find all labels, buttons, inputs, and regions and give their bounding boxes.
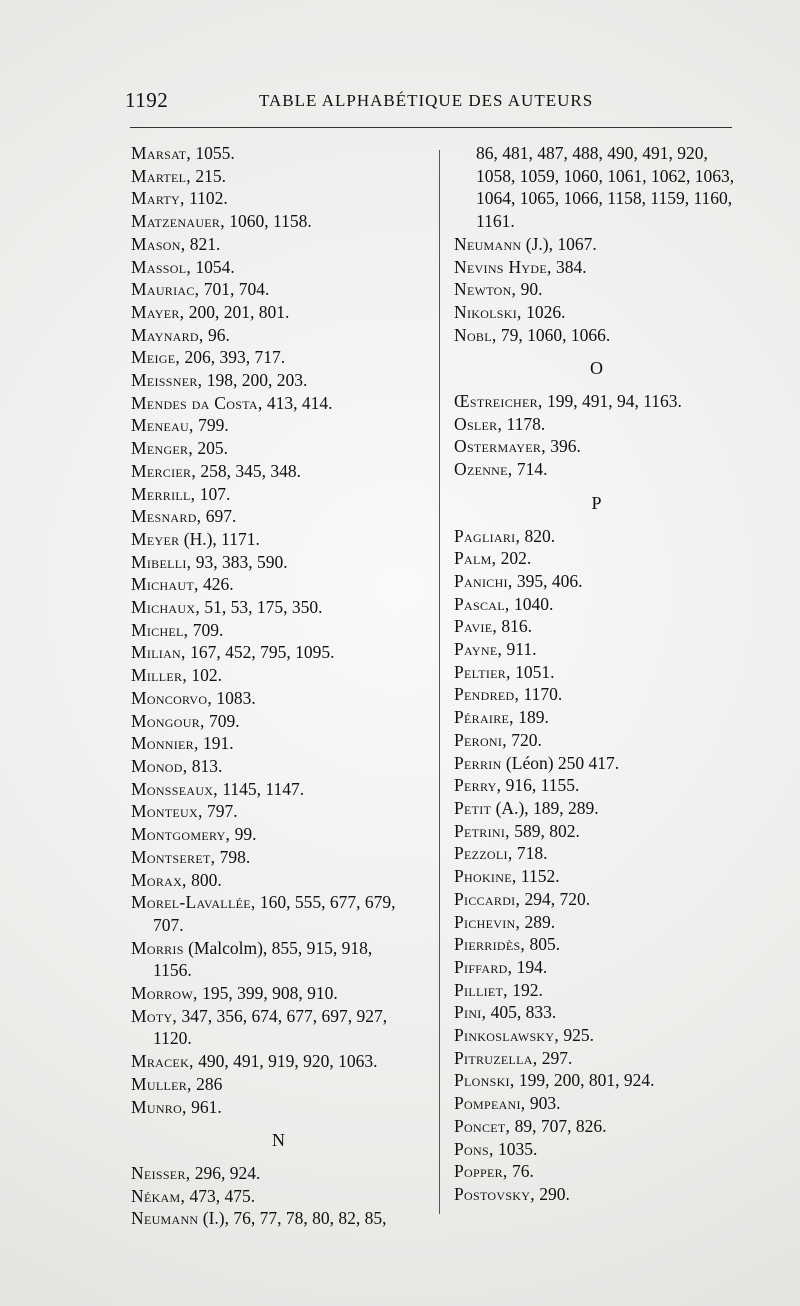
page-references: 1152. bbox=[516, 866, 560, 887]
page-references: 800. bbox=[186, 869, 222, 890]
index-entry bbox=[131, 732, 426, 755]
page-references: 413, 414. bbox=[262, 392, 333, 413]
author-name: Montgomery, bbox=[131, 824, 231, 845]
page-references: 1055. bbox=[191, 143, 235, 163]
index-entry bbox=[131, 641, 426, 664]
page-references: 1058, 1059, 1060, 1061, 1062, 1063, bbox=[476, 165, 735, 186]
author-name: Mongour, bbox=[131, 710, 205, 731]
page-references: 426. bbox=[198, 574, 234, 595]
page-references: 200, 201, 801. bbox=[184, 301, 290, 322]
left-column bbox=[131, 142, 426, 1230]
page-references: 821. bbox=[185, 233, 221, 254]
page-references: (A.), 189, 289. bbox=[491, 797, 599, 818]
index-entry bbox=[454, 458, 739, 481]
index-entry bbox=[454, 142, 739, 165]
index-entry bbox=[454, 256, 739, 279]
index-entry bbox=[131, 619, 426, 642]
running-head: TABLE ALPHABÉTIQUE DES AUTEURS bbox=[259, 91, 594, 110]
index-entry bbox=[131, 596, 426, 619]
author-name: Perry, bbox=[454, 775, 502, 796]
index-entry bbox=[131, 414, 426, 437]
index-entry bbox=[454, 820, 739, 843]
author-name: Pons, bbox=[454, 1138, 494, 1159]
page-references: 1064, 1065, 1066, 1158, 1159, 1160, bbox=[476, 188, 733, 209]
index-entry bbox=[131, 710, 426, 733]
author-name: Pezzoli, bbox=[454, 843, 513, 864]
page-references: 1178. bbox=[502, 413, 546, 434]
author-name: Martel, bbox=[131, 165, 191, 186]
page-references: 820. bbox=[520, 525, 556, 546]
author-name: Maynard, bbox=[131, 324, 204, 345]
index-entry bbox=[131, 392, 426, 415]
index-entry bbox=[454, 933, 739, 956]
page-references: 1026. bbox=[521, 301, 566, 322]
page-references: (Malcolm), 855, 915, 918, bbox=[183, 937, 373, 958]
page-references: 290. bbox=[534, 1183, 570, 1204]
page-references: 473, 475. bbox=[185, 1185, 256, 1206]
author-name: Phokine, bbox=[454, 866, 517, 887]
author-name: Pendred, bbox=[454, 684, 520, 705]
index-entry bbox=[131, 959, 426, 982]
index-entry bbox=[454, 324, 739, 347]
page-references: 1145, 1147. bbox=[217, 778, 305, 799]
index-entry bbox=[454, 233, 739, 256]
author-name: Popper, bbox=[454, 1161, 508, 1182]
author-name: Mayer, bbox=[131, 301, 185, 322]
author-name: Massol, bbox=[131, 256, 192, 277]
page-references: 347, 356, 674, 677, 697, 927, bbox=[177, 1005, 388, 1026]
author-name: Péraire, bbox=[454, 707, 514, 728]
index-entry bbox=[131, 937, 426, 960]
index-entry bbox=[454, 661, 739, 684]
author-name: Pini, bbox=[454, 1002, 487, 1023]
author-name: Poncet, bbox=[454, 1115, 511, 1136]
index-entry bbox=[454, 547, 739, 570]
page-references: (Léon) 250 417. bbox=[501, 752, 620, 773]
page-references: 396. bbox=[545, 436, 581, 457]
page-references: 1060, 1158. bbox=[224, 211, 312, 232]
index-entry bbox=[454, 842, 739, 865]
section-letter-n: N bbox=[272, 1130, 285, 1151]
header-rule bbox=[130, 127, 732, 128]
index-entry bbox=[454, 210, 739, 233]
index-entry bbox=[454, 865, 739, 888]
page-references: 1051. bbox=[510, 661, 555, 682]
page-references: 720. bbox=[506, 729, 542, 750]
page-references: 1083. bbox=[212, 687, 256, 708]
index-entry bbox=[131, 914, 426, 937]
page-references: 167, 452, 795, 1095. bbox=[185, 642, 335, 663]
index-entry bbox=[131, 142, 426, 165]
page-references: 797. bbox=[202, 801, 238, 822]
page-references: 79, 1060, 1066. bbox=[496, 324, 611, 345]
index-entry bbox=[131, 187, 426, 210]
page-references: 707. bbox=[153, 914, 184, 935]
page-references: 215. bbox=[190, 165, 226, 186]
page-references: 697. bbox=[201, 506, 237, 527]
page-references: 206, 393, 717. bbox=[180, 347, 286, 368]
index-entry bbox=[454, 1069, 739, 1092]
author-name: Muller, bbox=[131, 1073, 192, 1094]
index-entry bbox=[131, 1050, 426, 1073]
author-name: Osler, bbox=[454, 413, 503, 434]
author-name: Monod, bbox=[131, 755, 188, 776]
index-entry bbox=[131, 460, 426, 483]
page-references: 1120. bbox=[153, 1028, 192, 1049]
page-references: 99. bbox=[230, 824, 257, 845]
index-entry bbox=[454, 1138, 739, 1161]
page-references: 195, 399, 908, 910. bbox=[197, 983, 338, 1004]
author-name: Mendes da Costa, bbox=[131, 392, 263, 413]
author-name: Pichevin, bbox=[454, 911, 521, 932]
author-name: Monteux, bbox=[131, 801, 203, 822]
page-references: 395, 406. bbox=[512, 570, 583, 591]
index-entry bbox=[454, 570, 739, 593]
author-name: Nobl, bbox=[454, 324, 497, 345]
index-entry bbox=[454, 413, 739, 436]
index-entry bbox=[454, 615, 739, 638]
page-references: 1102. bbox=[184, 188, 228, 209]
author-name: Menger, bbox=[131, 438, 194, 459]
index-entry bbox=[454, 979, 739, 1002]
author-name: Morris bbox=[131, 937, 184, 958]
section-o-entries bbox=[454, 390, 739, 481]
author-name: Pavie, bbox=[454, 616, 498, 637]
page-references: 701, 704. bbox=[199, 279, 270, 300]
author-name: Nékam, bbox=[131, 1185, 186, 1206]
page-number: 1192 bbox=[125, 88, 169, 112]
author-name: Peltier, bbox=[454, 661, 511, 682]
author-name: Monsseaux, bbox=[131, 778, 218, 799]
author-name: Pompeani, bbox=[454, 1093, 526, 1114]
author-name: Moncorvo, bbox=[131, 687, 213, 708]
page-references: 96. bbox=[203, 324, 230, 345]
index-entry bbox=[454, 706, 739, 729]
author-name: Marty, bbox=[131, 188, 185, 209]
index-entry bbox=[454, 435, 739, 458]
section-p-entries bbox=[454, 525, 739, 1206]
page-references: 107. bbox=[195, 483, 231, 504]
page-references: 589, 802. bbox=[509, 820, 580, 841]
page-references: 294, 720. bbox=[520, 888, 591, 909]
page-references: 816. bbox=[497, 616, 533, 637]
index-entry bbox=[454, 278, 739, 301]
index-entry bbox=[454, 683, 739, 706]
index-entry bbox=[131, 324, 426, 347]
page-references: 925. bbox=[559, 1025, 595, 1046]
page-references: 916, 1155. bbox=[501, 775, 580, 796]
author-name: Panichi, bbox=[454, 570, 513, 591]
page-references: 1054. bbox=[191, 256, 235, 277]
index-entry bbox=[131, 778, 426, 801]
index-entry bbox=[454, 1115, 739, 1138]
left-entries bbox=[131, 142, 426, 1118]
author-name: Pierridès, bbox=[454, 934, 526, 955]
page-references: 199, 200, 801, 924. bbox=[514, 1070, 655, 1091]
author-name: Perrin bbox=[454, 752, 502, 773]
page-references: 160, 555, 677, 679, bbox=[255, 892, 396, 913]
page-references: 286 bbox=[191, 1073, 223, 1094]
index-entry bbox=[454, 1160, 739, 1183]
author-name: Meyer bbox=[131, 528, 180, 549]
author-name: Meissner, bbox=[131, 370, 203, 391]
index-entry bbox=[131, 165, 426, 188]
index-entry bbox=[454, 797, 739, 820]
page-references: 93, 383, 590. bbox=[191, 551, 288, 572]
author-name: Montseret, bbox=[131, 846, 216, 867]
author-name: Piffard, bbox=[454, 956, 513, 977]
page-references: 189. bbox=[513, 707, 549, 728]
index-entry bbox=[131, 1027, 426, 1050]
index-entry bbox=[131, 528, 426, 551]
author-name: Meneau, bbox=[131, 415, 194, 436]
index-entry bbox=[454, 165, 739, 188]
author-name: Mercier, bbox=[131, 460, 197, 481]
author-name: Morel-Lavallée, bbox=[131, 892, 256, 913]
author-name: Moty, bbox=[131, 1005, 178, 1026]
index-entry bbox=[131, 437, 426, 460]
author-name: Michel, bbox=[131, 619, 189, 640]
author-name: Palm, bbox=[454, 548, 497, 569]
section-n-entries bbox=[131, 1162, 426, 1230]
page-references: 714. bbox=[512, 459, 548, 480]
author-name: Pilliet, bbox=[454, 979, 508, 1000]
section-letter-o: O bbox=[590, 358, 603, 379]
right-column bbox=[454, 142, 739, 1206]
author-name: Pagliari, bbox=[454, 525, 521, 546]
page-references: 89, 707, 826. bbox=[510, 1115, 607, 1136]
page-references: 961. bbox=[186, 1096, 222, 1117]
author-name: Neumann bbox=[454, 233, 522, 254]
section-letter-p: P bbox=[591, 492, 602, 513]
author-name: Mesnard, bbox=[131, 506, 202, 527]
page-references: 289. bbox=[520, 911, 556, 932]
index-entry bbox=[131, 1073, 426, 1096]
index-entry bbox=[454, 301, 739, 324]
page-references: (I.), 76, 77, 78, 80, 82, 85, bbox=[198, 1208, 387, 1229]
index-entry bbox=[131, 846, 426, 869]
index-entry bbox=[454, 1024, 739, 1047]
page-references: 1161. bbox=[476, 211, 515, 232]
index-entry bbox=[131, 551, 426, 574]
index-entry bbox=[131, 869, 426, 892]
author-name: Mauriac, bbox=[131, 279, 200, 300]
index-entry bbox=[454, 638, 739, 661]
author-name: Michaux, bbox=[131, 597, 200, 618]
author-name: Plonski, bbox=[454, 1070, 515, 1091]
index-entry bbox=[131, 755, 426, 778]
author-name: Nevins Hyde, bbox=[454, 256, 552, 277]
index-entry bbox=[454, 1092, 739, 1115]
page-references: 296, 924. bbox=[190, 1162, 261, 1183]
page-references: 1035. bbox=[493, 1138, 538, 1159]
index-entry bbox=[454, 525, 739, 548]
author-name: Munro, bbox=[131, 1096, 187, 1117]
index-entry bbox=[131, 1096, 426, 1119]
page-references: 798. bbox=[215, 846, 251, 867]
author-name: Mason, bbox=[131, 233, 186, 254]
page-references: 90. bbox=[516, 279, 543, 300]
right-n-continuation bbox=[454, 142, 739, 346]
index-entry bbox=[131, 800, 426, 823]
index-entry bbox=[454, 1001, 739, 1024]
author-name: Mracek, bbox=[131, 1051, 194, 1072]
index-entry bbox=[454, 390, 739, 413]
author-name: Ozenne, bbox=[454, 459, 513, 480]
author-name: Monnier, bbox=[131, 733, 199, 754]
author-name: Milian, bbox=[131, 642, 186, 663]
page-references: 903. bbox=[525, 1093, 561, 1114]
author-name: Meige, bbox=[131, 347, 181, 368]
index-entry bbox=[454, 888, 739, 911]
author-name: Payne, bbox=[454, 639, 503, 660]
index-entry bbox=[454, 752, 739, 775]
index-entry bbox=[131, 573, 426, 596]
index-entry bbox=[131, 1185, 426, 1208]
page-references: 1170. bbox=[519, 684, 563, 705]
page-references: 799. bbox=[193, 415, 229, 436]
index-entry bbox=[131, 1207, 426, 1230]
page-references: (H.), 1171. bbox=[179, 528, 260, 549]
index-entry bbox=[454, 911, 739, 934]
index-entry bbox=[454, 956, 739, 979]
index-entry bbox=[131, 233, 426, 256]
page-references: 709. bbox=[188, 619, 224, 640]
page-references: 490, 491, 919, 920, 1063. bbox=[193, 1051, 378, 1072]
index-entry bbox=[131, 1005, 426, 1028]
index-entry bbox=[131, 346, 426, 369]
page-references: 258, 345, 348. bbox=[196, 460, 302, 481]
author-name: Pitruzella, bbox=[454, 1047, 538, 1068]
column-divider bbox=[439, 150, 440, 1214]
index-entry bbox=[131, 210, 426, 233]
author-name: Neumann bbox=[131, 1208, 199, 1229]
author-name: Newton, bbox=[454, 279, 517, 300]
page-references: 205. bbox=[193, 438, 229, 459]
author-name: Miller, bbox=[131, 665, 188, 686]
page-references: 194. bbox=[512, 956, 548, 977]
page-references: 911. bbox=[502, 639, 537, 660]
page-references: 86, 481, 487, 488, 490, 491, 920, bbox=[476, 143, 708, 163]
page-references: 199, 491, 94, 1163. bbox=[542, 391, 682, 412]
author-name: Ostermayer, bbox=[454, 436, 546, 457]
page-references: (J.), 1067. bbox=[521, 233, 597, 254]
index-entry bbox=[131, 369, 426, 392]
index-entry bbox=[131, 301, 426, 324]
index-entry bbox=[131, 256, 426, 279]
page-references: 202. bbox=[496, 548, 532, 569]
index-entry bbox=[131, 278, 426, 301]
index-entry bbox=[454, 774, 739, 797]
page-references: 191. bbox=[198, 733, 234, 754]
author-name: Petrini, bbox=[454, 820, 510, 841]
page-references: 102. bbox=[187, 665, 223, 686]
index-entry bbox=[454, 187, 739, 210]
page-references: 813. bbox=[187, 755, 223, 776]
author-name: Œstreicher, bbox=[454, 391, 543, 412]
author-name: Mibelli, bbox=[131, 551, 192, 572]
author-name: Petit bbox=[454, 797, 492, 818]
index-entry bbox=[454, 1183, 739, 1206]
page-references: 709. bbox=[204, 710, 240, 731]
author-name: Morax, bbox=[131, 869, 187, 890]
page-references: 805. bbox=[525, 934, 561, 955]
page-references: 1040. bbox=[509, 593, 554, 614]
author-name: Morrow, bbox=[131, 983, 198, 1004]
index-entry bbox=[454, 593, 739, 616]
author-name: Marsat, bbox=[131, 143, 192, 163]
index-entry bbox=[131, 483, 426, 506]
author-name: Nikolski, bbox=[454, 301, 522, 322]
page-references: 718. bbox=[512, 843, 548, 864]
index-entry bbox=[131, 664, 426, 687]
author-name: Neisser, bbox=[131, 1162, 191, 1183]
author-name: Merrill, bbox=[131, 483, 196, 504]
page-references: 192. bbox=[507, 979, 543, 1000]
index-entry bbox=[131, 982, 426, 1005]
index-entry bbox=[454, 1047, 739, 1070]
page-references: 51, 53, 175, 350. bbox=[200, 597, 323, 618]
index-entry bbox=[131, 505, 426, 528]
author-name: Peroni, bbox=[454, 729, 507, 750]
page-references: 297. bbox=[537, 1047, 573, 1068]
index-entry bbox=[131, 823, 426, 846]
index-entry bbox=[131, 1162, 426, 1185]
author-name: Michaut, bbox=[131, 574, 199, 595]
author-name: Pascal, bbox=[454, 593, 510, 614]
index-entry bbox=[131, 891, 426, 914]
page-references: 384. bbox=[551, 256, 587, 277]
author-name: Postovsky, bbox=[454, 1183, 535, 1204]
page-header bbox=[125, 88, 735, 116]
author-name: Pinkoslawsky, bbox=[454, 1025, 560, 1046]
index-entry bbox=[454, 729, 739, 752]
page-references: 405, 833. bbox=[486, 1002, 557, 1023]
index-entry bbox=[131, 687, 426, 710]
page-references: 198, 200, 203. bbox=[202, 370, 308, 391]
page-references: 1156. bbox=[153, 960, 192, 981]
page-references: 76. bbox=[507, 1161, 534, 1182]
author-name: Matzenauer, bbox=[131, 211, 225, 232]
author-name: Piccardi, bbox=[454, 888, 521, 909]
